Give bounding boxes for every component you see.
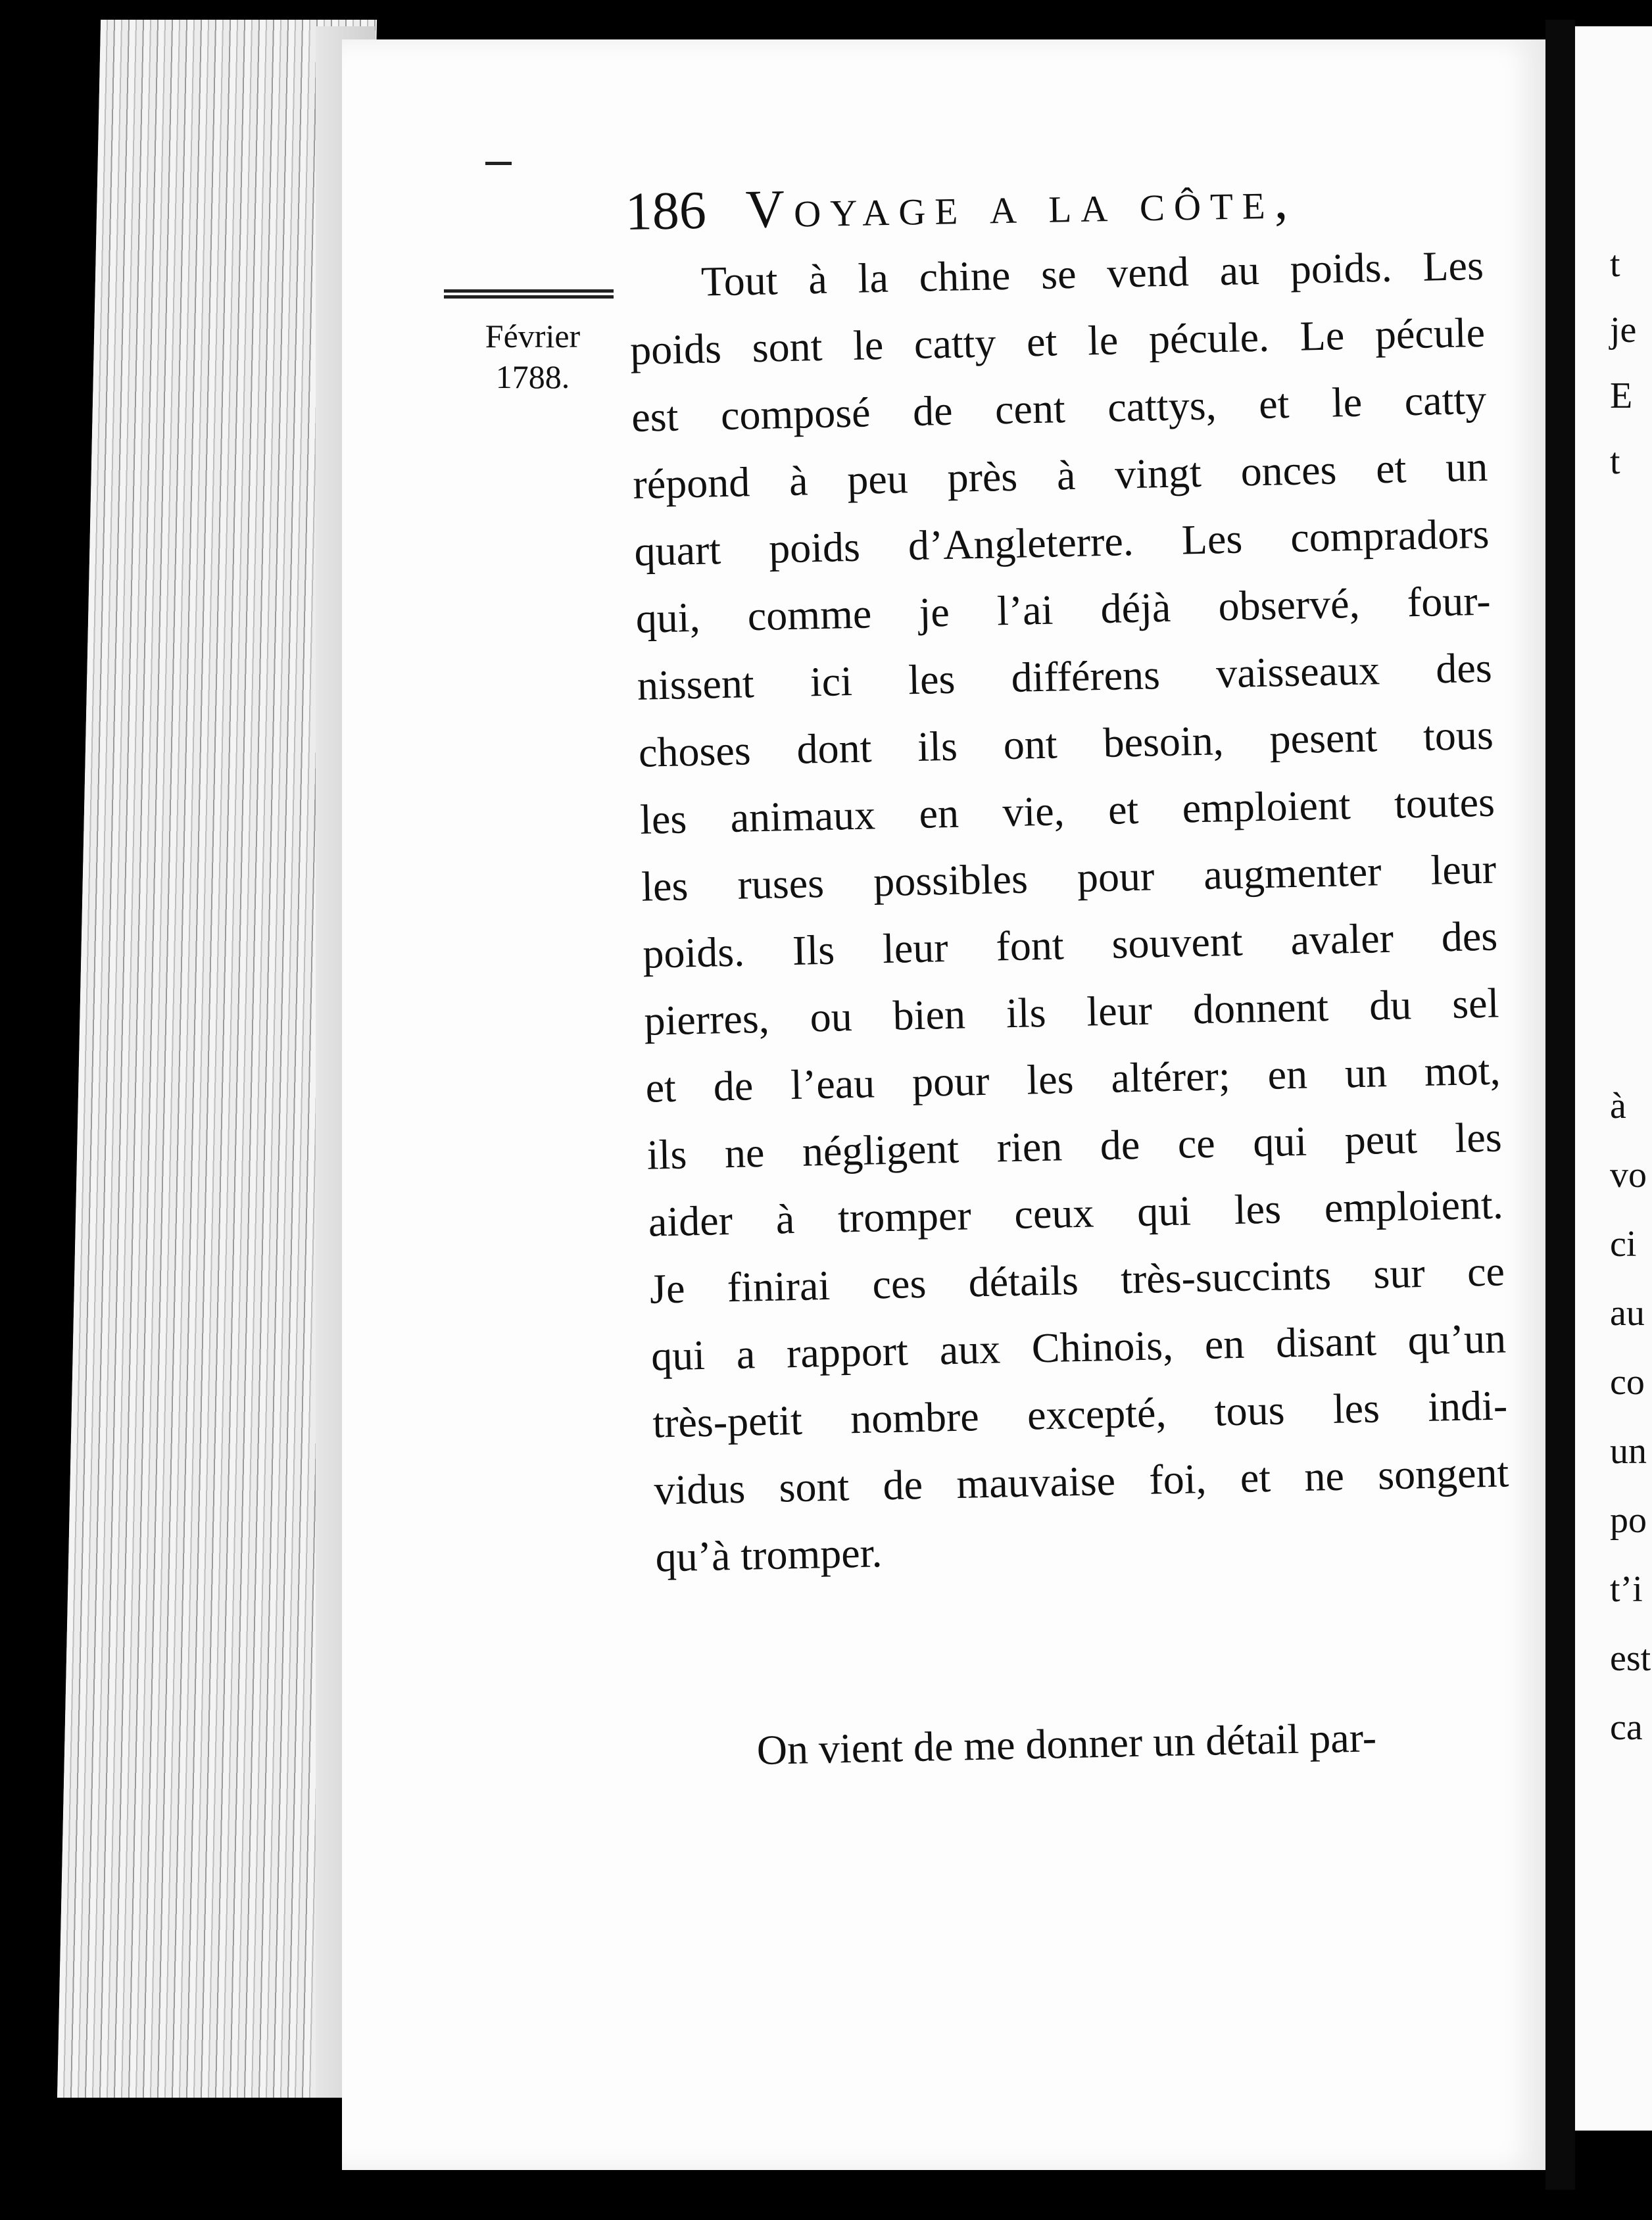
margin-note-date — [460, 316, 605, 397]
text-line: vidus sont de mauvaise foi, et ne songent — [653, 1449, 1509, 1514]
page-number: 186 — [625, 180, 707, 241]
facing-fragment: un — [1610, 1431, 1647, 1472]
text-line: les ruses possibles pour augmenter leur — [641, 845, 1497, 910]
text-line: Je finirai ces détails très-succints sur ce — [649, 1247, 1505, 1313]
margin-note-year: 1788. — [495, 358, 570, 395]
text-line: qu’à tromper. — [654, 1529, 883, 1581]
text-line: Tout à la chine se vend au poids. Les — [700, 241, 1484, 305]
margin-note-month: Février — [485, 318, 581, 354]
text-line: choses dont ils ont besoin, pesent tous — [638, 711, 1494, 776]
facing-fragment: t’i — [1610, 1569, 1643, 1610]
facing-fragment: ca — [1610, 1707, 1643, 1748]
text-line: poids. Ils leur font souvent avaler des — [642, 912, 1498, 977]
facing-fragment: est — [1610, 1638, 1651, 1679]
text-line: nissent ici les différens vaisseaux des — [637, 644, 1493, 709]
text-line: pierres, ou bien ils leur donnent du sel — [643, 979, 1500, 1044]
text-line: les animaux en vie, et emploient toutes — [639, 778, 1495, 843]
margin-rule — [444, 289, 614, 302]
text-line: est composé de cent cattys, et le catty — [631, 375, 1487, 441]
text-line: qui a rapport aux Chinois, en disant qu’un — [650, 1315, 1507, 1380]
facing-fragment: po — [1610, 1500, 1647, 1541]
facing-fragment: au — [1610, 1293, 1645, 1334]
facing-fragment: à — [1610, 1086, 1626, 1126]
facing-fragment: vo — [1610, 1155, 1647, 1195]
corner-mark — [485, 162, 512, 165]
running-title: Voyage a la côte, — [744, 170, 1298, 239]
facing-fragment: je — [1610, 310, 1637, 350]
paragraph-1 — [628, 232, 1511, 1591]
facing-fragment: ci — [1610, 1224, 1637, 1265]
facing-fragment: t — [1610, 244, 1620, 285]
book-gutter — [1545, 20, 1575, 2190]
text-line: poids sont le catty et le pécule. Le pécule — [629, 308, 1486, 374]
text-line: ils ne négligent rien de ce qui peut les — [646, 1113, 1503, 1178]
text-line: et de l’eau pour les altérer; en un mot, — [644, 1046, 1501, 1111]
text-line: qui, comme je l’ai déjà observé, four- — [635, 577, 1492, 642]
text-line: répond à peu près à vingt onces et un — [632, 443, 1488, 508]
text-line: aider à tromper ceux qui les emploient. — [648, 1180, 1504, 1245]
facing-fragment: co — [1610, 1362, 1645, 1403]
facing-fragment: t — [1610, 441, 1620, 482]
paragraph-2: On vient de me donner un détail par- — [756, 1714, 1377, 1774]
running-head — [625, 169, 1298, 243]
facing-fragment: E — [1610, 375, 1633, 416]
text-line: quart poids d’Angleterre. Les compradors — [633, 510, 1490, 575]
text-line: très-petit nombre excepté, tous les indi- — [652, 1382, 1508, 1447]
